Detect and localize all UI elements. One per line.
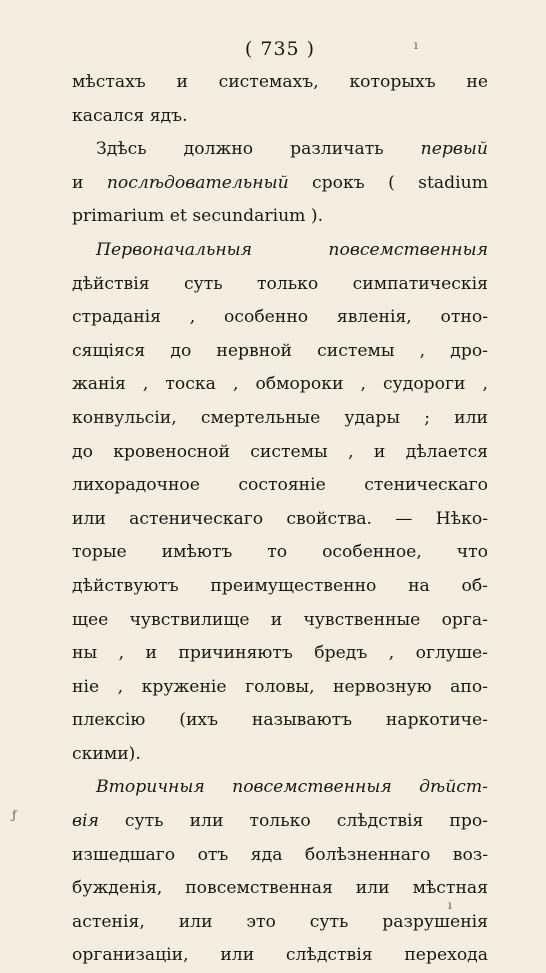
text-line [72, 671, 488, 705]
text-line [72, 939, 488, 973]
text-line [72, 301, 488, 335]
text-line [72, 66, 488, 100]
text-segment: плексію (ихъ называютъ наркотиче- [72, 710, 488, 731]
text-segment: или астеническаго свойства. — Нѣко- [72, 508, 488, 529]
text-segment: щее чувствилище и чувственные орга- [72, 609, 488, 630]
text-line [72, 133, 488, 167]
text-line [72, 805, 488, 839]
text-line [72, 335, 488, 369]
body-text [72, 66, 488, 973]
italic-text: вія [72, 811, 99, 832]
text-line [72, 402, 488, 436]
text-line [72, 872, 488, 906]
text-segment: мѣстахъ и системахъ, которыхъ не [72, 72, 488, 92]
text-line [72, 268, 488, 302]
text-segment: Здѣсь должно различать [96, 139, 421, 160]
text-segment: суть или только слѣдствія про- [98, 811, 488, 832]
text-line [72, 906, 488, 940]
text-segment: страданія , особенно явленія, отно- [72, 307, 488, 328]
text-segment: ніе , круженіе головы, нервозную апо- [72, 676, 488, 697]
text-segment: до кровеносной системы , и дѣлается [72, 441, 488, 462]
text-segment: и [72, 172, 107, 193]
text-line [72, 436, 488, 470]
italic-text: Первоначальныя повсемственныя [96, 239, 488, 260]
margin-mark: ƒ [12, 808, 17, 822]
text-segment: скими). [72, 743, 141, 764]
text-segment: primarium et secundarium ). [72, 206, 324, 227]
text-line [72, 536, 488, 570]
text-line [72, 234, 488, 268]
text-segment: касался ядъ. [72, 105, 188, 126]
text-line [72, 839, 488, 873]
margin-mark: ı [448, 898, 452, 912]
text-line [72, 704, 488, 738]
italic-text: Вторичныя повсемственныя дѣйст- [96, 777, 488, 798]
text-segment: ны , и причиняютъ бредъ , оглуше- [72, 643, 488, 664]
text-line [72, 503, 488, 537]
text-line [72, 637, 488, 671]
page-number: ( 735 ) [244, 38, 316, 60]
text-segment: конвульсіи, смертельные удары ; или [72, 407, 488, 428]
italic-text: первый [420, 139, 488, 160]
text-line [72, 604, 488, 638]
text-line [72, 167, 488, 201]
text-segment: изшедшаго отъ яда болѣзненнаго воз- [72, 844, 488, 865]
text-segment: торые имѣютъ то особенное, что [72, 542, 488, 563]
text-line [72, 771, 488, 805]
text-line [72, 200, 488, 234]
text-line [72, 738, 488, 772]
text-segment: жанія , тоска , обмороки , судороги , [72, 374, 488, 395]
text-segment: бужденія, повсемственная или мѣстная [72, 878, 488, 899]
text-segment: астенія, или это суть разрушенія [72, 911, 488, 932]
text-segment: лихорадочное состояніе стеническаго [72, 475, 488, 496]
text-line [72, 469, 488, 503]
margin-mark: ı [414, 38, 418, 52]
text-segment: дѣйствія суть только симпатическія [72, 273, 488, 294]
text-segment: дѣйствуютъ преимущественно на об- [72, 575, 488, 596]
text-line [72, 570, 488, 604]
text-segment: организаціи, или слѣдствія перехода [72, 945, 488, 966]
text-line [72, 100, 488, 134]
italic-text: послѣдовательный [106, 172, 289, 193]
text-line [72, 368, 488, 402]
text-segment: срокъ ( stadium [288, 172, 488, 193]
text-segment: сящіяся до нервной системы , дро- [72, 340, 488, 361]
